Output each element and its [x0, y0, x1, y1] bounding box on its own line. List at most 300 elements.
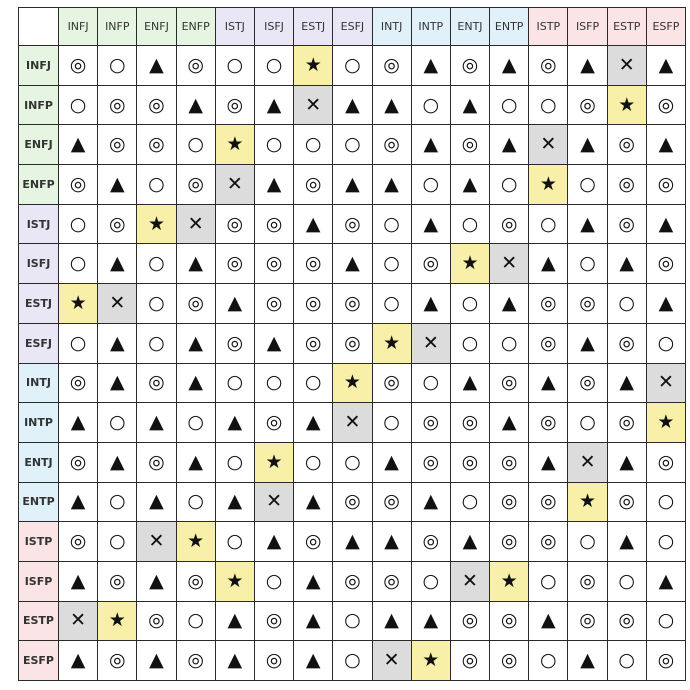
- circle-icon: ○: [304, 133, 322, 156]
- triangle-icon: ▲: [149, 411, 164, 434]
- column-header-estj: ESTJ: [294, 8, 333, 46]
- triangle-icon: ▲: [227, 291, 243, 314]
- cell-enfp-intj: [372, 165, 411, 205]
- cell-estj-estp: [607, 284, 646, 324]
- circle-icon: ○: [187, 490, 204, 513]
- circle-icon: ○: [618, 569, 636, 592]
- corner-cell: [19, 8, 59, 46]
- cell-infp-entj: [450, 85, 489, 125]
- cell-istj-istp: [529, 204, 568, 244]
- cell-estp-enfj: [137, 601, 176, 641]
- triangle-icon: ▲: [658, 291, 674, 314]
- header-row: [19, 8, 686, 46]
- cell-isfj-estj: [294, 244, 333, 284]
- column-header-esfj: ESFJ: [333, 8, 372, 46]
- star-icon: ★: [422, 649, 440, 672]
- column-header-istp: ISTP: [529, 8, 568, 46]
- cell-intj-esfp: [646, 363, 685, 403]
- double-circle-icon: ◎: [265, 411, 283, 434]
- circle-icon: ○: [461, 490, 479, 513]
- table-row: [19, 165, 686, 205]
- row-header-estj: ESTJ: [19, 284, 59, 324]
- triangle-icon: ▲: [70, 411, 86, 434]
- double-circle-icon: ◎: [108, 569, 126, 592]
- triangle-icon: ▲: [619, 450, 635, 473]
- cell-isfp-intp: [411, 561, 450, 601]
- double-circle-icon: ◎: [265, 212, 283, 235]
- cell-isfp-esfj: [333, 561, 372, 601]
- circle-icon: ○: [108, 490, 126, 513]
- cell-isfj-infj: [59, 244, 98, 284]
- double-circle-icon: ◎: [108, 133, 126, 156]
- double-circle-icon: ◎: [618, 212, 636, 235]
- triangle-icon: ▲: [149, 649, 164, 672]
- double-circle-icon: ◎: [657, 93, 675, 116]
- cell-estj-intj: [372, 284, 411, 324]
- triangle-icon: ▲: [384, 609, 399, 632]
- cell-infj-entp: [490, 46, 529, 86]
- double-circle-icon: ◎: [461, 133, 479, 156]
- triangle-icon: ▲: [70, 569, 86, 592]
- double-circle-icon: ◎: [461, 53, 479, 76]
- cell-infp-esfp: [646, 85, 685, 125]
- cell-intj-estp: [607, 363, 646, 403]
- double-circle-icon: ◎: [500, 450, 518, 473]
- cell-isfp-infp: [98, 561, 137, 601]
- triangle-icon: ▲: [305, 609, 321, 632]
- circle-icon: ○: [304, 371, 322, 394]
- cell-entj-infj: [59, 442, 98, 482]
- row-header-infj: INFJ: [19, 46, 59, 86]
- cell-esfj-isfp: [568, 323, 607, 363]
- double-circle-icon: ◎: [618, 490, 636, 513]
- circle-icon: ○: [344, 450, 361, 473]
- cross-icon: ✕: [305, 93, 322, 116]
- double-circle-icon: ◎: [265, 609, 283, 632]
- cell-entp-isfj: [254, 482, 293, 522]
- double-circle-icon: ◎: [500, 212, 518, 235]
- triangle-icon: ▲: [227, 490, 243, 513]
- column-header-intp: INTP: [411, 8, 450, 46]
- column-header-entp: ENTP: [490, 8, 529, 46]
- circle-icon: ○: [657, 609, 675, 632]
- double-circle-icon: ◎: [657, 252, 675, 275]
- triangle-icon: ▲: [345, 93, 360, 116]
- cell-infj-isfp: [568, 46, 607, 86]
- star-icon: ★: [461, 252, 479, 275]
- cell-estp-istj: [215, 601, 254, 641]
- triangle-icon: ▲: [266, 172, 282, 195]
- cell-estj-intp: [411, 284, 450, 324]
- circle-icon: ○: [187, 609, 204, 632]
- double-circle-icon: ◎: [344, 569, 361, 592]
- cell-isfj-enfp: [176, 244, 215, 284]
- column-header-estp: ESTP: [607, 8, 646, 46]
- circle-icon: ○: [383, 252, 400, 275]
- column-header-intj: INTJ: [372, 8, 411, 46]
- cell-isfj-intj: [372, 244, 411, 284]
- table-row: [19, 46, 686, 86]
- cell-entp-infj: [59, 482, 98, 522]
- cell-enfj-enfp: [176, 125, 215, 165]
- cell-estj-entp: [490, 284, 529, 324]
- double-circle-icon: ◎: [540, 411, 557, 434]
- cell-estp-infp: [98, 601, 137, 641]
- circle-icon: ○: [148, 252, 165, 275]
- cross-icon: ✕: [344, 411, 361, 434]
- double-circle-icon: ◎: [500, 371, 518, 394]
- cell-infj-esfj: [333, 46, 372, 86]
- circle-icon: ○: [383, 411, 400, 434]
- triangle-icon: ▲: [305, 649, 321, 672]
- triangle-icon: ▲: [619, 252, 635, 275]
- cell-estj-estj: [294, 284, 333, 324]
- double-circle-icon: ◎: [618, 172, 636, 195]
- cell-intp-istj: [215, 403, 254, 443]
- cell-enfp-istp: [529, 165, 568, 205]
- circle-icon: ○: [265, 53, 283, 76]
- cell-esfj-entp: [490, 323, 529, 363]
- cell-esfp-intp: [411, 641, 450, 681]
- double-circle-icon: ◎: [265, 649, 283, 672]
- triangle-icon: ▲: [227, 649, 243, 672]
- double-circle-icon: ◎: [579, 93, 596, 116]
- cell-infp-istj: [215, 85, 254, 125]
- double-circle-icon: ◎: [618, 609, 636, 632]
- cell-esfp-isfp: [568, 641, 607, 681]
- column-header-isfj: ISFJ: [254, 8, 293, 46]
- cell-esfj-istp: [529, 323, 568, 363]
- circle-icon: ○: [265, 569, 283, 592]
- cell-estj-istp: [529, 284, 568, 324]
- double-circle-icon: ◎: [265, 291, 283, 314]
- cell-intp-enfp: [176, 403, 215, 443]
- cell-infp-enfj: [137, 85, 176, 125]
- star-icon: ★: [500, 569, 518, 592]
- triangle-icon: ▲: [384, 172, 399, 195]
- double-circle-icon: ◎: [148, 93, 165, 116]
- triangle-icon: ▲: [305, 569, 321, 592]
- triangle-icon: ▲: [149, 490, 164, 513]
- cell-estp-esfp: [646, 601, 685, 641]
- cross-icon: ✕: [187, 212, 204, 235]
- double-circle-icon: ◎: [579, 609, 596, 632]
- circle-icon: ○: [500, 93, 518, 116]
- column-header-entj: ENTJ: [450, 8, 489, 46]
- cell-esfj-enfj: [137, 323, 176, 363]
- cell-entj-esfp: [646, 442, 685, 482]
- circle-icon: ○: [226, 530, 244, 553]
- triangle-icon: ▲: [384, 450, 399, 473]
- star-icon: ★: [618, 93, 636, 116]
- circle-icon: ○: [226, 53, 244, 76]
- cell-istp-esfp: [646, 522, 685, 562]
- cell-infj-esfp: [646, 46, 685, 86]
- cell-estp-entj: [450, 601, 489, 641]
- cross-icon: ✕: [657, 371, 674, 394]
- cell-infj-infj: [59, 46, 98, 86]
- cell-istj-entj: [450, 204, 489, 244]
- cell-intj-entj: [450, 363, 489, 403]
- cell-istj-isfp: [568, 204, 607, 244]
- circle-icon: ○: [422, 569, 440, 592]
- circle-icon: ○: [69, 212, 87, 235]
- cell-esfp-infj: [59, 641, 98, 681]
- cell-entp-infp: [98, 482, 137, 522]
- double-circle-icon: ◎: [383, 371, 400, 394]
- double-circle-icon: ◎: [579, 569, 596, 592]
- triangle-icon: ▲: [423, 490, 439, 513]
- cell-infp-intj: [372, 85, 411, 125]
- star-icon: ★: [147, 212, 165, 235]
- cell-isfj-istp: [529, 244, 568, 284]
- cell-istp-estp: [607, 522, 646, 562]
- star-icon: ★: [383, 331, 401, 354]
- cell-entp-esfp: [646, 482, 685, 522]
- cell-enfp-enfj: [137, 165, 176, 205]
- cell-isfj-entj: [450, 244, 489, 284]
- cell-estp-infj: [59, 601, 98, 641]
- triangle-icon: ▲: [109, 450, 125, 473]
- cell-enfp-infj: [59, 165, 98, 205]
- double-circle-icon: ◎: [69, 371, 87, 394]
- triangle-icon: ▲: [658, 133, 674, 156]
- row-header-enfp: ENFP: [19, 165, 59, 205]
- cross-icon: ✕: [383, 649, 400, 672]
- triangle-icon: ▲: [580, 331, 595, 354]
- circle-icon: ○: [265, 371, 283, 394]
- triangle-icon: ▲: [227, 609, 243, 632]
- cell-enfp-infp: [98, 165, 137, 205]
- cell-istj-enfj: [137, 204, 176, 244]
- cell-entj-enfj: [137, 442, 176, 482]
- double-circle-icon: ◎: [500, 530, 518, 553]
- cell-estj-isfj: [254, 284, 293, 324]
- column-header-infj: INFJ: [59, 8, 98, 46]
- cross-icon: ✕: [422, 331, 439, 354]
- cell-intj-intj: [372, 363, 411, 403]
- double-circle-icon: ◎: [226, 212, 244, 235]
- cell-istj-entp: [490, 204, 529, 244]
- cell-intj-istp: [529, 363, 568, 403]
- cell-istp-isfj: [254, 522, 293, 562]
- row-header-esfj: ESFJ: [19, 323, 59, 363]
- cell-esfj-estj: [294, 323, 333, 363]
- cell-isfj-esfj: [333, 244, 372, 284]
- triangle-icon: ▲: [188, 252, 203, 275]
- cell-enfj-isfj: [254, 125, 293, 165]
- cell-istj-esfj: [333, 204, 372, 244]
- cell-intj-esfj: [333, 363, 372, 403]
- double-circle-icon: ◎: [657, 649, 675, 672]
- cell-intp-entp: [490, 403, 529, 443]
- circle-icon: ○: [108, 411, 126, 434]
- triangle-icon: ▲: [423, 133, 439, 156]
- cell-entj-istp: [529, 442, 568, 482]
- cell-infp-infj: [59, 85, 98, 125]
- cell-esfp-istj: [215, 641, 254, 681]
- double-circle-icon: ◎: [226, 252, 244, 275]
- cell-esfj-intj: [372, 323, 411, 363]
- triangle-icon: ▲: [149, 569, 164, 592]
- cell-enfp-isfj: [254, 165, 293, 205]
- cell-istp-isfp: [568, 522, 607, 562]
- double-circle-icon: ◎: [344, 490, 361, 513]
- star-icon: ★: [304, 53, 322, 76]
- circle-icon: ○: [69, 331, 87, 354]
- column-header-esfp: ESFP: [646, 8, 685, 46]
- cell-estp-isfp: [568, 601, 607, 641]
- cross-icon: ✕: [70, 609, 87, 632]
- table-body: [19, 46, 686, 681]
- cell-estp-enfp: [176, 601, 215, 641]
- cell-estj-isfp: [568, 284, 607, 324]
- row-header-infp: INFP: [19, 85, 59, 125]
- cell-infp-esfj: [333, 85, 372, 125]
- triangle-icon: ▲: [109, 371, 125, 394]
- cell-entj-istj: [215, 442, 254, 482]
- cell-esfj-esfp: [646, 323, 685, 363]
- cell-esfp-entp: [490, 641, 529, 681]
- cell-infp-isfp: [568, 85, 607, 125]
- cross-icon: ✕: [226, 172, 243, 195]
- cell-intp-estp: [607, 403, 646, 443]
- cell-enfj-esfp: [646, 125, 685, 165]
- cell-intj-enfj: [137, 363, 176, 403]
- column-header-isfp: ISFP: [568, 8, 607, 46]
- cell-entp-esfj: [333, 482, 372, 522]
- circle-icon: ○: [540, 569, 557, 592]
- cell-entp-istj: [215, 482, 254, 522]
- cell-infp-intp: [411, 85, 450, 125]
- circle-icon: ○: [618, 291, 636, 314]
- triangle-icon: ▲: [70, 490, 86, 513]
- cell-enfp-entp: [490, 165, 529, 205]
- cell-isfj-enfj: [137, 244, 176, 284]
- star-icon: ★: [69, 291, 87, 314]
- column-header-istj: ISTJ: [215, 8, 254, 46]
- double-circle-icon: ◎: [500, 490, 518, 513]
- cell-isfp-enfp: [176, 561, 215, 601]
- cell-estj-infp: [98, 284, 137, 324]
- star-icon: ★: [343, 371, 361, 394]
- double-circle-icon: ◎: [148, 609, 165, 632]
- double-circle-icon: ◎: [226, 93, 244, 116]
- cell-entj-isfp: [568, 442, 607, 482]
- triangle-icon: ▲: [541, 609, 556, 632]
- triangle-icon: ▲: [423, 609, 439, 632]
- cross-icon: ✕: [109, 291, 126, 314]
- cell-intp-intj: [372, 403, 411, 443]
- double-circle-icon: ◎: [540, 490, 557, 513]
- star-icon: ★: [265, 450, 283, 473]
- cell-istj-estp: [607, 204, 646, 244]
- cell-istp-istp: [529, 522, 568, 562]
- cross-icon: ✕: [618, 53, 635, 76]
- star-icon: ★: [187, 530, 205, 553]
- cell-esfp-intj: [372, 641, 411, 681]
- circle-icon: ○: [461, 291, 479, 314]
- cell-intp-esfj: [333, 403, 372, 443]
- cell-isfp-istp: [529, 561, 568, 601]
- double-circle-icon: ◎: [304, 252, 322, 275]
- cell-enfj-enfj: [137, 125, 176, 165]
- cell-esfp-enfj: [137, 641, 176, 681]
- circle-icon: ○: [579, 172, 596, 195]
- triangle-icon: ▲: [149, 53, 164, 76]
- double-circle-icon: ◎: [69, 530, 87, 553]
- triangle-icon: ▲: [501, 411, 517, 434]
- cell-esfp-estj: [294, 641, 333, 681]
- cell-entj-estp: [607, 442, 646, 482]
- triangle-icon: ▲: [658, 53, 674, 76]
- circle-icon: ○: [540, 93, 557, 116]
- cell-isfj-infp: [98, 244, 137, 284]
- triangle-icon: ▲: [462, 93, 478, 116]
- cell-isfp-esfp: [646, 561, 685, 601]
- cell-istp-estj: [294, 522, 333, 562]
- cell-enfp-isfp: [568, 165, 607, 205]
- cell-istj-esfp: [646, 204, 685, 244]
- cell-infj-infp: [98, 46, 137, 86]
- circle-icon: ○: [108, 530, 126, 553]
- triangle-icon: ▲: [70, 133, 86, 156]
- cell-istp-enfj: [137, 522, 176, 562]
- cross-icon: ✕: [266, 490, 282, 513]
- triangle-icon: ▲: [266, 530, 282, 553]
- cell-enfj-istj: [215, 125, 254, 165]
- cell-esfp-enfp: [176, 641, 215, 681]
- circle-icon: ○: [344, 609, 361, 632]
- cell-entp-enfj: [137, 482, 176, 522]
- row-header-intp: INTP: [19, 403, 59, 443]
- row-header-isfj: ISFJ: [19, 244, 59, 284]
- double-circle-icon: ◎: [500, 649, 518, 672]
- circle-icon: ○: [187, 411, 204, 434]
- circle-icon: ○: [657, 530, 675, 553]
- cell-estp-esfj: [333, 601, 372, 641]
- cell-infp-istp: [529, 85, 568, 125]
- double-circle-icon: ◎: [304, 331, 322, 354]
- cell-istj-estj: [294, 204, 333, 244]
- double-circle-icon: ◎: [422, 252, 440, 275]
- cell-estp-entp: [490, 601, 529, 641]
- column-header-enfp: ENFP: [176, 8, 215, 46]
- cell-esfj-esfj: [333, 323, 372, 363]
- cell-enfj-intj: [372, 125, 411, 165]
- cell-enfp-istj: [215, 165, 254, 205]
- double-circle-icon: ◎: [579, 291, 596, 314]
- triangle-icon: ▲: [188, 331, 203, 354]
- compatibility-table: [18, 7, 686, 681]
- cell-entj-enfp: [176, 442, 215, 482]
- table-row: [19, 482, 686, 522]
- cell-isfp-entj: [450, 561, 489, 601]
- triangle-icon: ▲: [384, 530, 399, 553]
- circle-icon: ○: [657, 490, 675, 513]
- circle-icon: ○: [500, 331, 518, 354]
- cell-intj-isfp: [568, 363, 607, 403]
- double-circle-icon: ◎: [618, 133, 636, 156]
- cell-isfp-isfj: [254, 561, 293, 601]
- cell-estj-esfp: [646, 284, 685, 324]
- triangle-icon: ▲: [345, 530, 360, 553]
- double-circle-icon: ◎: [422, 411, 440, 434]
- circle-icon: ○: [540, 212, 557, 235]
- cell-intp-isfp: [568, 403, 607, 443]
- cross-icon: ✕: [148, 530, 165, 553]
- cell-entj-entj: [450, 442, 489, 482]
